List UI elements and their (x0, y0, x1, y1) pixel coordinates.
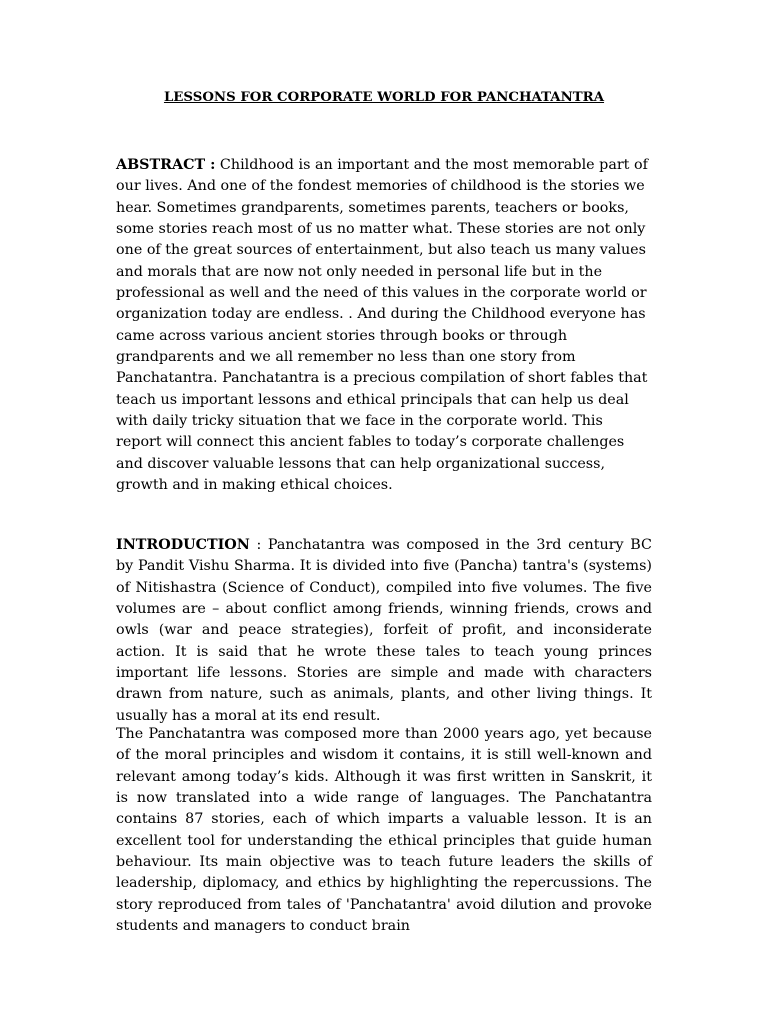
introduction-paragraph (116, 535, 652, 727)
abstract-paragraph (116, 155, 652, 497)
introduction-text: : Panchatantra was composed in the 3rd century BC by Pandit Vishu Sharma. It is divided into five (Pancha) tantra's (systems) of Nitishastra (Science of Conduct), compiled into five volumes. The five volumes are – about conflict among friends, winning friends, crows and owls (war and peace strategies), forfeit of profit, and inconsiderate action. It is said that he wrote these tales to teach young princes important life lessons. Stories are simple and made with characters drawn from nature, such as animals, plants, and other living things. It usually has a moral at its end result. (116, 537, 652, 724)
abstract-heading: ABSTRACT : (116, 157, 216, 173)
abstract-text: Childhood is an important and the most memorable part of our lives. And one of the fondest memories of childhood is the stories we hear. Sometimes grandparents, sometimes parents, teachers or books, some stories reach most of us no matter what. These stories are not only one of the great sources of entertainment, but also teach us many values and morals that are now not only needed in personal life but in the professional as well and the need of this values in the corporate world or organization today are endless. . And during the Childhood everyone has came across various ancient stories through books or through grandparents and we all remember no less than one story from Panchatantra. Panchatantra is a precious compilation of short fables that teach us important lessons and ethical principals that can help us deal with daily tricky situation that we face in the corporate world. This report will connect this ancient fables to today’s corporate challenges and discover valuable lessons that can help organizational success, growth and in making ethical choices. (116, 157, 648, 494)
introduction-heading: INTRODUCTION (116, 537, 250, 553)
body-paragraph-2: The Panchatantra was composed more than 2000 years ago, yet because of the moral principles and wisdom it contains, it is still well-known and relevant among today’s kids. Although it was first written in Sanskrit, it is now translated into a wide range of languages. The Panchatantra contains 87 stories, each of which imparts a valuable lesson. It is an excellent tool for understanding the ethical principles that guide human behaviour. Its main objective was to teach future leaders the skills of leadership, diplomacy, and ethics by highlighting the repercussions. The story reproduced from tales of 'Panchatantra' avoid dilution and provoke students and managers to conduct brain (116, 726, 652, 935)
document-title: LESSONS FOR CORPORATE WORLD FOR PANCHATANTRA (163, 90, 605, 105)
